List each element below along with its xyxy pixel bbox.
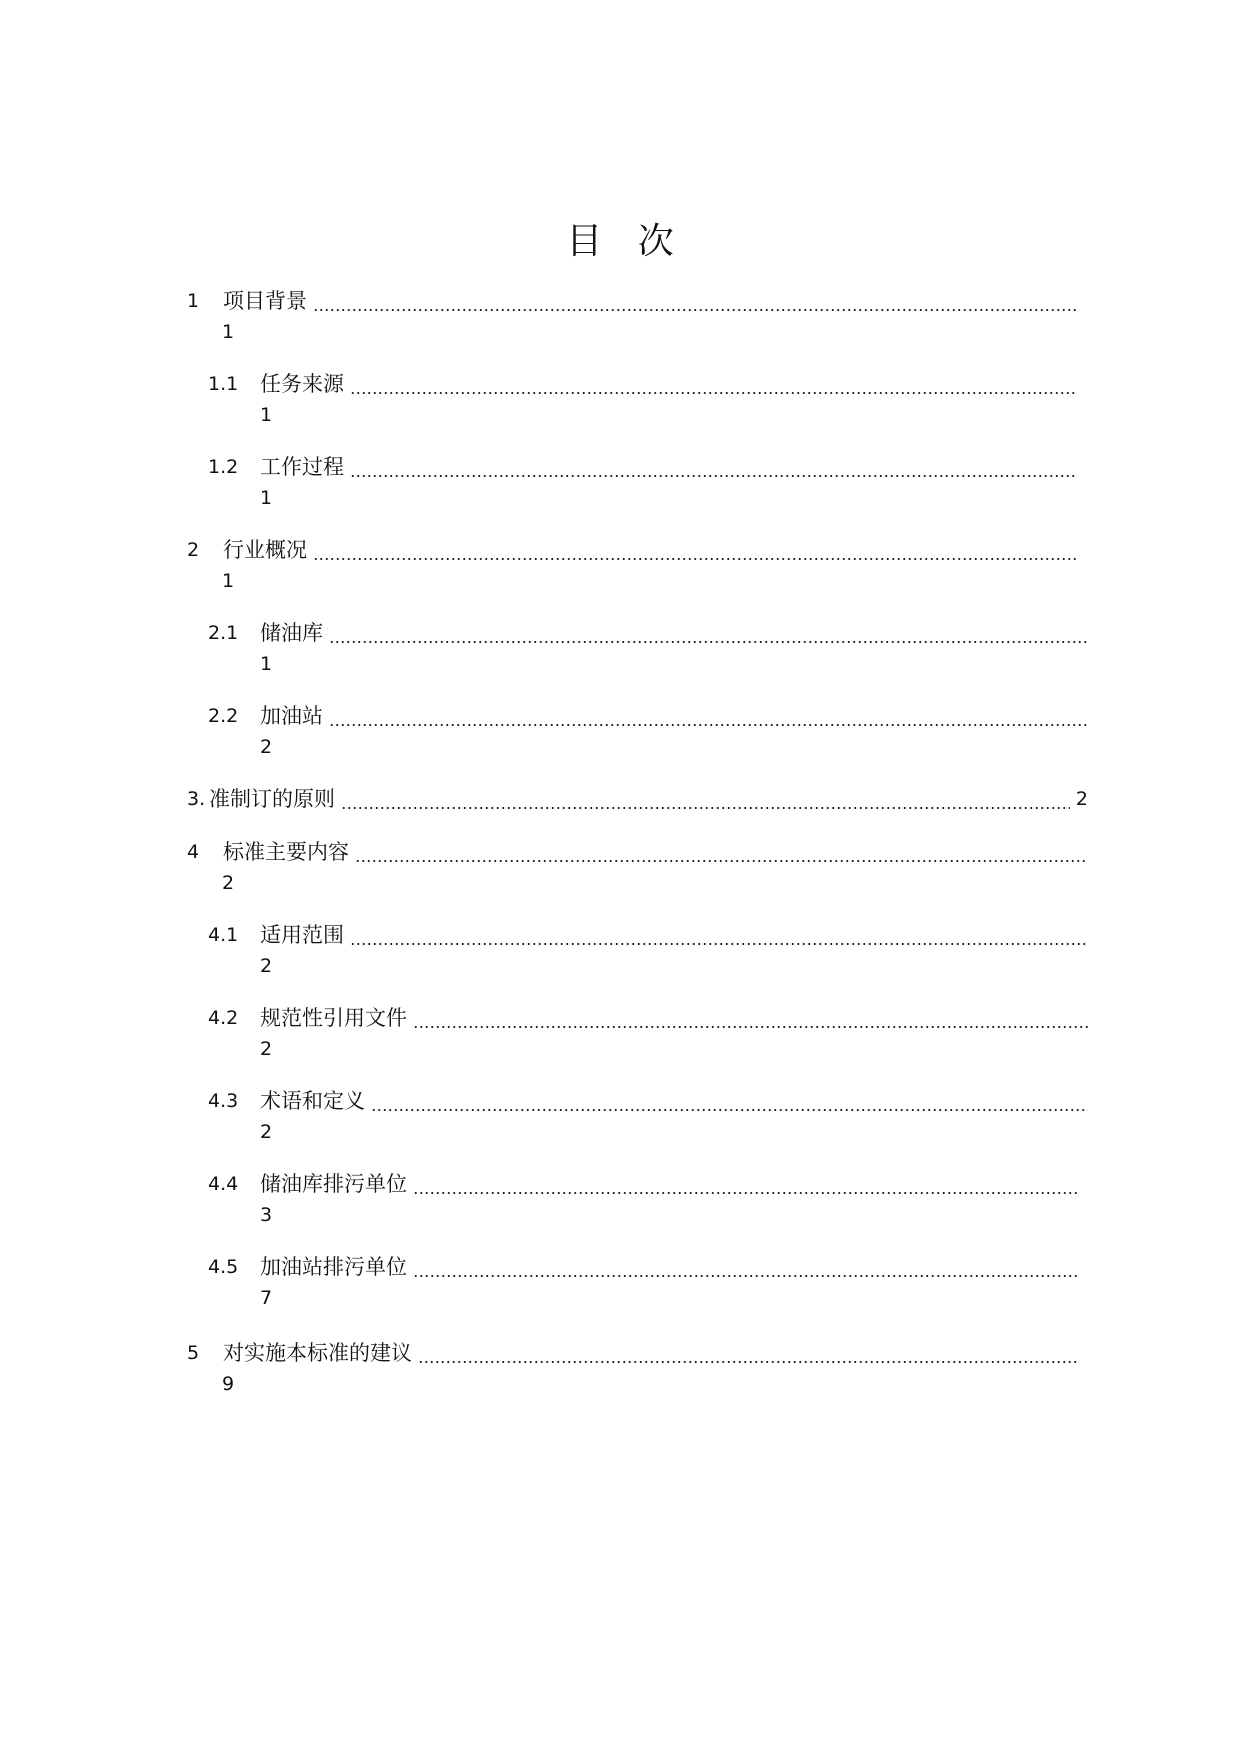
- toc-leader-dots: [418, 1338, 1077, 1368]
- toc-entry-page: 2: [260, 736, 273, 758]
- toc-entry-text: 术语和定义: [260, 1089, 365, 1113]
- toc-leader-dots: [355, 837, 1088, 867]
- toc-entry-number: 4.3: [208, 1090, 239, 1112]
- toc-entry-page: 2: [222, 872, 235, 894]
- toc-entry-page: 1: [260, 487, 273, 509]
- toc-entry-number: 1.2: [208, 456, 239, 478]
- toc-leader-dots: [341, 784, 1070, 814]
- toc-entry-page: 2: [1075, 788, 1088, 810]
- toc-leader-dots: [329, 701, 1088, 731]
- toc-title: 目 次: [566, 221, 686, 262]
- toc-entry-page: 9: [222, 1373, 235, 1395]
- toc-leader-dots: [313, 286, 1077, 316]
- toc-entry-number: 4.1: [208, 924, 239, 946]
- toc-entry-number: 3.: [187, 788, 206, 810]
- toc-entry-text: 适用范围: [260, 923, 344, 947]
- toc-entry-text: 行业概况: [223, 538, 307, 562]
- toc-entry-page: 1: [260, 653, 273, 675]
- toc-entry-page: 2: [260, 1121, 273, 1143]
- toc-entry-number: 2: [187, 539, 200, 561]
- toc-leader-dots: [329, 618, 1088, 648]
- toc-entry-text: 项目背景: [223, 289, 307, 313]
- toc-leader-dots: [313, 535, 1077, 565]
- toc-entry-number: 1: [187, 290, 200, 312]
- toc-entry-number: 4: [187, 841, 200, 863]
- toc-entry-page: 3: [260, 1204, 273, 1226]
- toc-entry-page: 7: [260, 1287, 273, 1309]
- toc-leader-dots: [371, 1086, 1088, 1116]
- toc-entry-text: 储油库排污单位: [260, 1172, 407, 1196]
- toc-leader-dots: [350, 452, 1077, 482]
- toc-entry-number: 4.5: [208, 1256, 239, 1278]
- toc-entry-text: 规范性引用文件: [260, 1006, 407, 1030]
- toc-entry-number: 5: [187, 1342, 200, 1364]
- toc-entry-number: 4.4: [208, 1173, 239, 1195]
- toc-entry-text: 准制订的原则: [209, 787, 335, 811]
- toc-entry-number: 4.2: [208, 1007, 239, 1029]
- toc-entry-number: 1.1: [208, 373, 239, 395]
- toc-entry-text: 任务来源: [260, 372, 344, 396]
- toc-leader-dots: [413, 1003, 1088, 1033]
- toc-entry-page: 2: [260, 955, 273, 977]
- toc-entry-text: 加油站: [260, 704, 323, 728]
- toc-entry-number: 2.1: [208, 622, 239, 644]
- toc-entry-text: 储油库: [260, 621, 323, 645]
- toc-entry-text: 加油站排污单位: [260, 1255, 407, 1279]
- toc-entry-page: 1: [260, 404, 273, 426]
- toc-entry-page: 1: [222, 570, 235, 592]
- toc-entry-text: 标准主要内容: [223, 840, 349, 864]
- toc-entry-number: 2.2: [208, 705, 239, 727]
- toc-entry-text: 工作过程: [260, 455, 344, 479]
- toc-leader-dots: [350, 920, 1088, 950]
- toc-entry-page: 2: [260, 1038, 273, 1060]
- toc-entry-page: 1: [222, 321, 235, 343]
- toc-leader-dots: [350, 369, 1077, 399]
- toc-entry-text: 对实施本标准的建议: [223, 1341, 412, 1365]
- toc-leader-dots: [413, 1169, 1077, 1199]
- toc-leader-dots: [413, 1252, 1077, 1282]
